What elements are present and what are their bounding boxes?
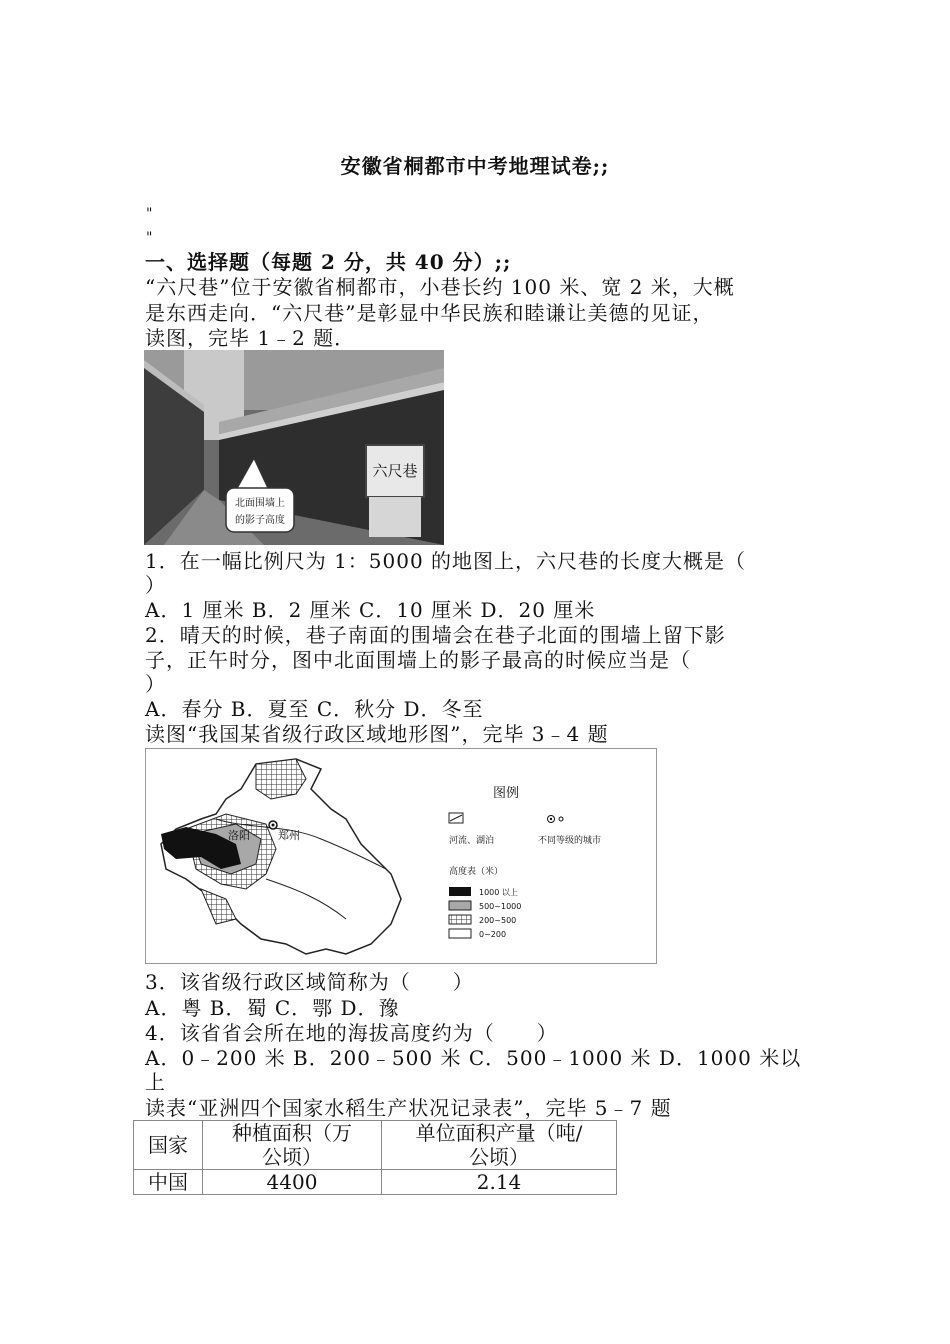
stray-mark: " [146,206,153,222]
section-heading: 一、选择题（每题 2 分，共 40 分）;; [145,250,512,274]
header-line: 公顷） [262,1145,322,1169]
question-4: 4．该省省会所在地的海拔高度约为（ ） [145,1021,558,1045]
header-line: 种植面积（万 [232,1121,352,1145]
table-cell: 2.14 [382,1170,617,1195]
table-cell: 中国 [134,1170,203,1195]
city-label: 郑州 [278,829,300,842]
question-1-cont: ） [145,573,166,597]
question-2-cont: ） [145,672,166,696]
legend-level: 1000 以上 [479,888,518,897]
question-1-options: A．1 厘米 B．2 厘米 C．10 厘米 D．20 厘米 [145,598,596,622]
header-cell [382,1121,617,1170]
page-title: 安徽省桐都市中考地理试卷;; [340,154,610,178]
question-1: 1．在一幅比例尺为 1：5000 的地图上，六尺巷的长度大概是（ [145,549,747,573]
question-4-options: A．0﹣200 米 B．200﹣500 米 C．500﹣1000 米 D．1000 米以 [145,1046,802,1070]
intro-line: 读图，完毕 1﹣2 题． [145,326,356,350]
question-2-options: A．春分 B．夏至 C．秋分 D．冬至 [145,697,484,721]
question-3: 3．该省级行政区域简称为（ ） [145,970,474,994]
question-3-options: A．粤 B．蜀 C．鄂 D．豫 [145,996,400,1020]
map-intro: 读图“我国某省级行政区域地形图”，完毕 3﹣4 题 [145,722,609,746]
sign-text: 六尺巷 [372,462,418,480]
intro-line: 是东西走向．“六尺巷”是彰显中华民族和睦谦让美德的见证， [145,301,714,325]
legend-city: 不同等级的城市 [538,836,602,846]
question-2-cont: 子，正午时分，图中北面围墙上的影子最高的时候应当是（ [145,648,691,672]
legend-level: 0~200 [479,930,507,939]
table-intro: 读表“亚洲四个国家水稻生产状况记录表”，完毕 5﹣7 题 [145,1096,672,1120]
intro-line: “六尺巷”位于安徽省桐都市，小巷长约 100 米、宽 2 米，大概 [145,275,735,299]
question-4-options-cont: 上 [145,1070,166,1094]
header-cell [203,1121,382,1170]
table-row [134,1170,617,1195]
legend-level: 200~500 [479,916,517,925]
callout-line: 的影子高度 [235,515,285,526]
terrain-map [145,748,657,964]
question-2: 2．晴天的时候，巷子南面的围墙会在巷子北面的围墙上留下影 [145,623,726,647]
callout-line: 北面围墙上 [235,498,285,509]
stray-mark: " [146,230,153,246]
legend-height-title: 高度表（米） [449,867,504,877]
header-line: 公顷） [469,1145,529,1169]
alley-photo [144,350,444,545]
table-cell: 4400 [203,1170,382,1195]
city-label: 洛阳 [228,829,250,842]
rice-table [133,1120,617,1195]
header-line: 单位面积产量（吨/ [415,1121,583,1145]
table-header-row [134,1121,617,1170]
legend-river: 河流、湖泊 [449,836,495,846]
legend-title: 图例 [492,786,520,801]
header-cell: 国家 [134,1121,203,1170]
legend-level: 500~1000 [479,902,522,911]
